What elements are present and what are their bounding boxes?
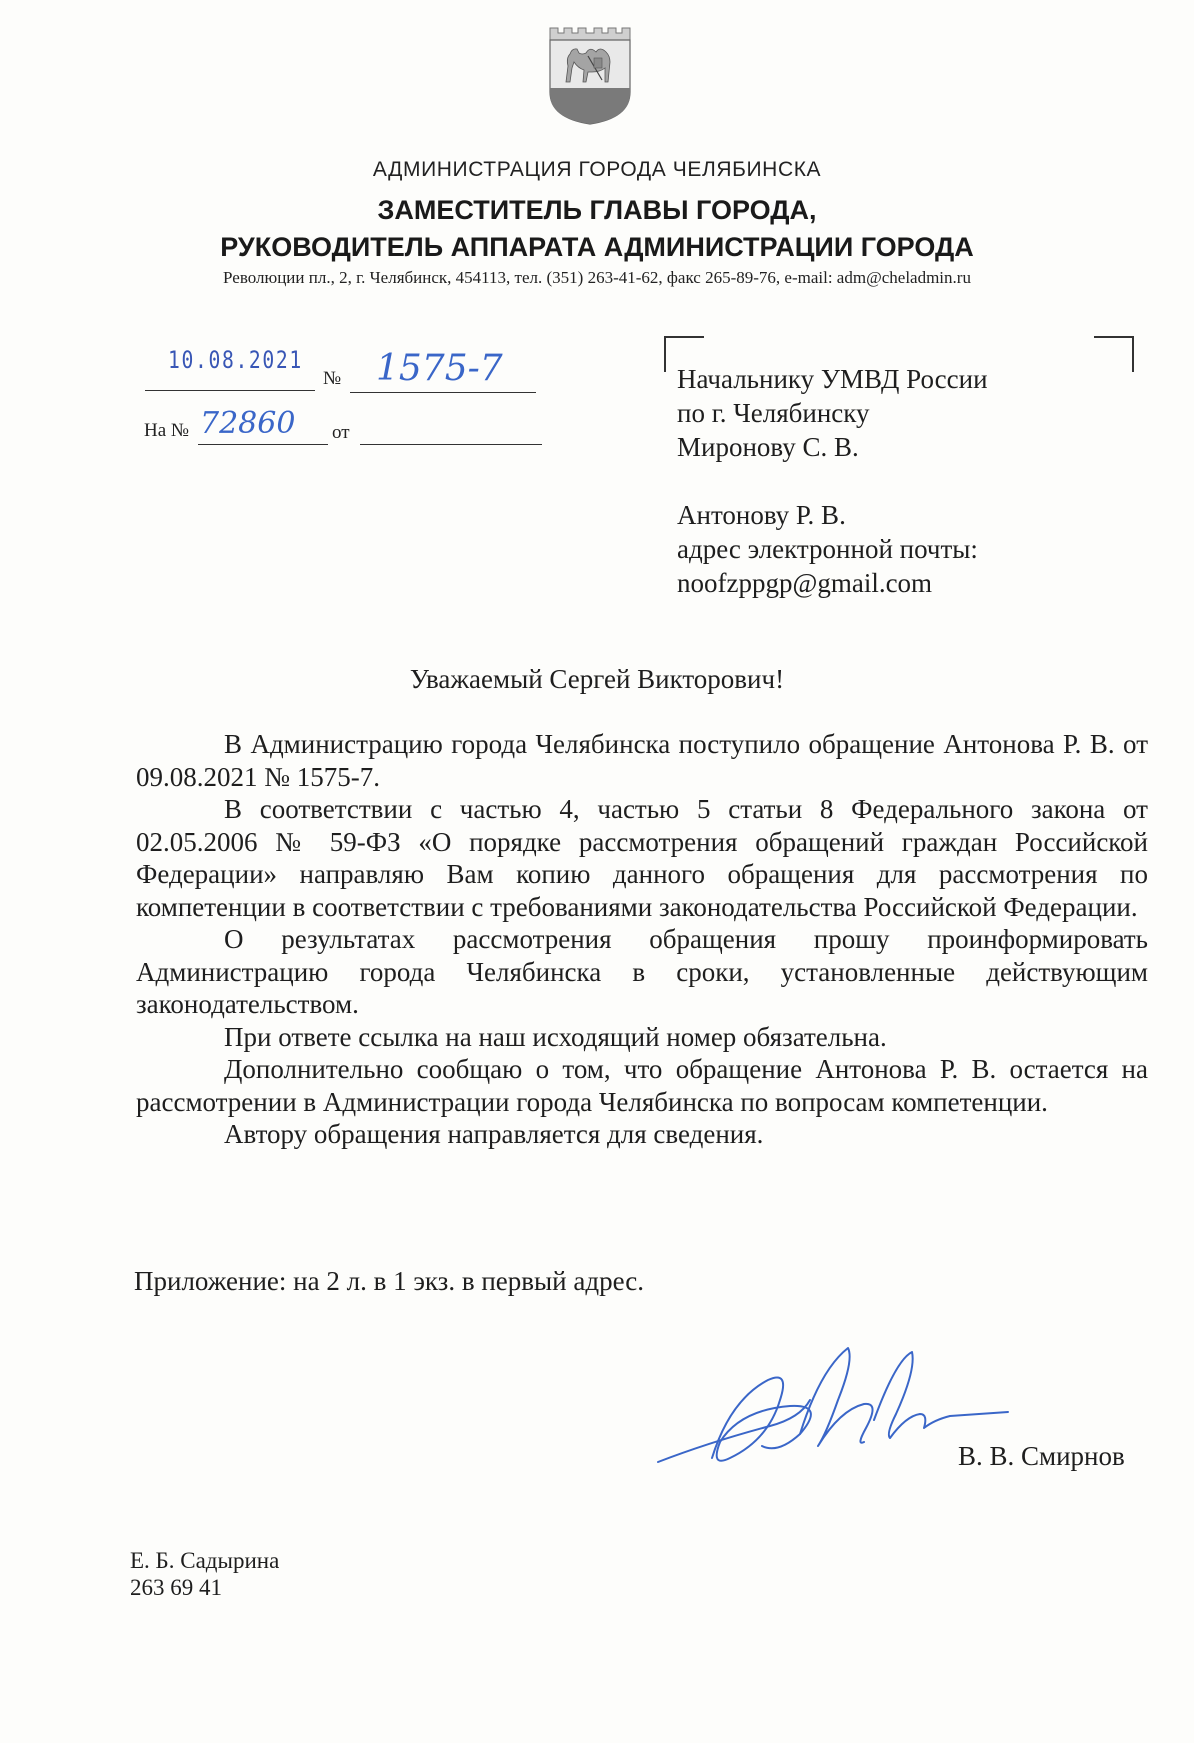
signer-name: В. В. Смирнов: [958, 1441, 1125, 1471]
letter-body: [136, 728, 1148, 1151]
number-line: [350, 392, 536, 393]
addressee-line: [677, 464, 1117, 498]
body-paragraph: В Администрацию города Челябинска поступило обращение Антонова Р. В. от 09.08.2021 № 1575-7.: [136, 729, 1148, 792]
salutation: Уважаемый Сергей Викторович!: [409, 664, 785, 694]
body-paragraph: В соответствии с частью 4, частью 5 статьи 8 Федерального закона от 02.05.2006 № 59-ФЗ «О порядке рассмотрения обращений граждан Российской Федерации» направляю Вам копию данного обращения для рассмотрения по компетенции в соответствии с требованиями законодательства Российской Федерации.: [136, 794, 1148, 922]
executor-name: Е. Б. Садырина: [130, 1548, 280, 1573]
addressee-line: по г. Челябинску: [677, 398, 870, 428]
addressee-line: Миронову С. В.: [677, 432, 859, 462]
addressee-line: Антонову Р. В.: [677, 500, 846, 530]
organization-name: АДМИНИСТРАЦИЯ ГОРОДА ЧЕЛЯБИНСКА: [372, 158, 822, 181]
reply-number-line: [198, 444, 328, 445]
attachment-note: Приложение: на 2 л. в 1 экз. в первый адрес.: [134, 1266, 644, 1296]
addressee-line: noofzppgp@gmail.com: [677, 568, 933, 598]
reply-number-label: На №: [144, 420, 190, 441]
addressee-block: [677, 362, 1117, 600]
executor-phone: 263 69 41: [130, 1575, 222, 1600]
executor-block: [130, 1547, 279, 1601]
body-paragraph: Дополнительно сообщаю о том, что обращение Антонова Р. В. остается на рассмотрении в Администрации города Челябинска по вопросам компетенции.: [136, 1054, 1148, 1117]
sender-address: Революции пл., 2, г. Челябинск, 454113, тел. (351) 263-41-62, факс 265-89-76, e-mail: adm@cheladmin.ru: [223, 268, 971, 287]
number-label: №: [323, 368, 342, 389]
from-date-line: [360, 444, 542, 445]
addressee-line: адрес электронной почты:: [677, 534, 978, 564]
position-line-2: РУКОВОДИТЕЛЬ АППАРАТА АДМИНИСТРАЦИИ ГОРОДА: [220, 232, 974, 262]
reply-number-handwritten: 72860: [200, 406, 296, 441]
coat-of-arms-icon: [544, 22, 636, 126]
from-label: от: [332, 422, 350, 443]
position-line-1: ЗАМЕСТИТЕЛЬ ГЛАВЫ ГОРОДА,: [377, 195, 817, 225]
date-line: [145, 390, 315, 391]
body-paragraph: Автору обращения направляется для сведения.: [224, 1119, 764, 1149]
sender-position: [0, 192, 1194, 266]
body-paragraph: При ответе ссылка на наш исходящий номер обязательна.: [224, 1021, 887, 1052]
addressee-line: Начальнику УМВД России: [677, 364, 988, 394]
body-paragraph: О результатах рассмотрения обращения прошу проинформировать Администрацию города Челябинска в сроки, установленные действующим законодательством.: [136, 924, 1148, 1019]
date-stamp: 10.08.2021: [168, 346, 303, 374]
outgoing-number-handwritten: 1575-7: [376, 348, 503, 389]
